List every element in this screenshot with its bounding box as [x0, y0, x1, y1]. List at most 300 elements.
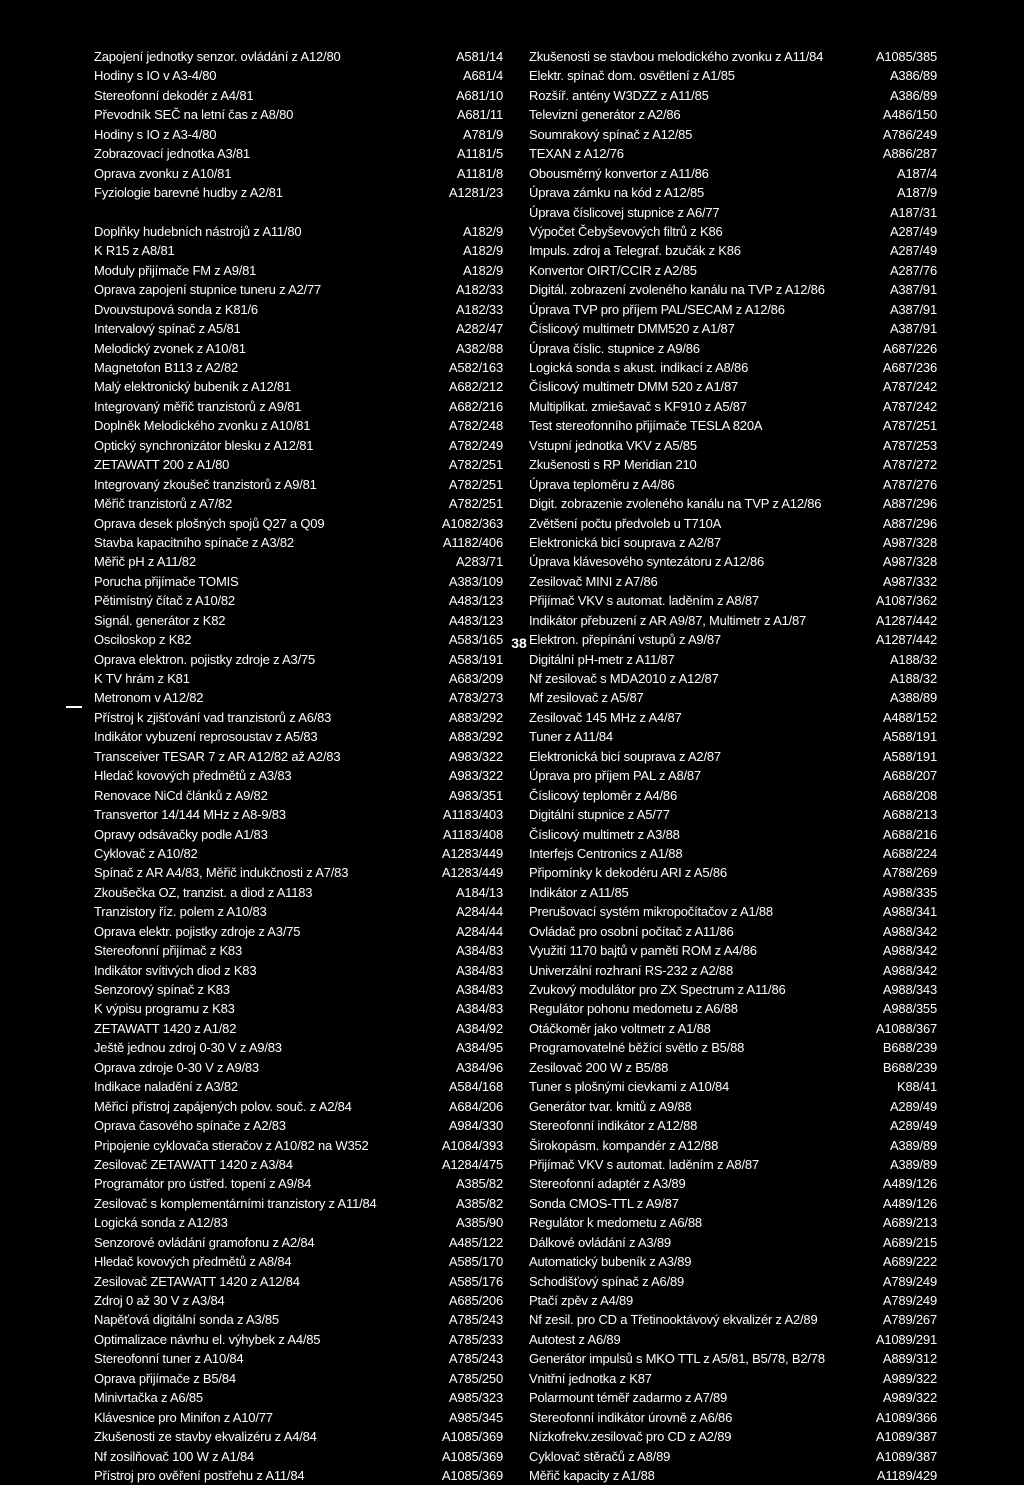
entry-reference: A887/296: [882, 496, 937, 512]
index-entry: [94, 1097, 503, 1116]
index-entry: [94, 630, 503, 649]
index-entry: [94, 1252, 503, 1271]
entry-reference: A988/343: [882, 982, 937, 997]
index-entry: [529, 319, 937, 338]
entry-title: Zkušenosti s RP Meridian 210: [529, 457, 697, 473]
index-entry: [94, 999, 503, 1018]
entry-reference: A789/267: [882, 1312, 937, 1328]
index-entry: [529, 572, 937, 591]
entry-reference: A386/89: [889, 87, 937, 103]
entry-title: Úprava číslicovej stupnice z A6/77: [529, 204, 720, 220]
entry-title: Rozšíř. antény W3DZZ z A11/85: [529, 87, 709, 103]
entry-reference: A988/342: [882, 923, 937, 939]
index-entry: [94, 611, 503, 630]
entry-reference: A1284/475: [441, 1156, 503, 1172]
entry-title: Impuls. zdroj a Telegraf. bzučák z K86: [529, 243, 741, 259]
entry-title: Automatický bubeník z A3/89: [529, 1254, 692, 1270]
index-entry: [529, 300, 937, 319]
entry-title: Transvertor 14/144 MHz z A8-9/83: [94, 807, 286, 823]
entry-title: Logická sonda z A12/83: [94, 1215, 228, 1231]
index-entry: [94, 902, 503, 921]
entry-title: Ještě jednou zdroj 0-30 V z A9/83: [94, 1040, 282, 1056]
index-entry: [94, 863, 503, 882]
entry-title: Moduly přijímače FM z A9/81: [94, 262, 257, 278]
right-column: [529, 47, 937, 1485]
entry-title: Nf zesilovač s MDA2010 z A12/87: [529, 671, 719, 686]
entry-title: Metronom v A12/82: [94, 690, 204, 706]
index-entry: [94, 552, 503, 571]
index-entry: [94, 1349, 503, 1368]
entry-reference: A681/4: [462, 68, 503, 84]
entry-reference: A687/236: [882, 360, 937, 375]
index-entry: [94, 203, 503, 222]
entry-title: Interfejs Centronics z A1/88: [529, 845, 683, 861]
entry-title: Doplňky hudebních nástrojů z A11/80: [94, 223, 302, 239]
index-entry: [94, 241, 503, 260]
entry-reference: A188/32: [889, 671, 937, 686]
entry-title: Výpočet Čebyševových filtrů z K86: [529, 223, 723, 239]
entry-reference: A389/89: [889, 1156, 937, 1172]
index-entry: [529, 47, 937, 66]
entry-reference: A384/83: [455, 962, 503, 978]
entry-title: Schodišťový spínač z A6/89: [529, 1273, 685, 1289]
index-entry: [529, 105, 937, 124]
entry-title: Regulátor pohonu medometu z A6/88: [529, 1001, 738, 1017]
entry-reference: A284/44: [455, 904, 503, 920]
index-entry: [529, 688, 937, 707]
entry-title: Elektronická bicí souprava z A2/87: [529, 748, 721, 764]
entry-reference: A1085/369: [441, 1429, 503, 1445]
entry-title: Digit. zobrazenie zvoleného kanálu na TVP z A12/86: [529, 496, 822, 512]
entry-reference: A988/335: [882, 884, 937, 900]
entry-reference: B688/239: [882, 1040, 937, 1056]
entry-reference: A581/14: [455, 49, 503, 64]
index-entry: [529, 1077, 937, 1096]
entry-reference: A688/224: [882, 845, 937, 861]
entry-title: Nf zosilňovač 100 W z A1/84: [94, 1448, 255, 1464]
index-entry: [529, 183, 937, 202]
entry-title: Oprava přijímače z B5/84: [94, 1370, 236, 1386]
entry-reference: A787/276: [882, 476, 937, 492]
entry-title: Zesilovač 145 MHz z A4/87: [529, 709, 682, 725]
entry-title: Indikátor vybuzení reprosoustav z A5/83: [94, 729, 318, 745]
entry-title: Senzorový spínač z K83: [94, 982, 230, 997]
entry-reference: A787/251: [882, 418, 937, 434]
entry-title: Tuner z A11/84: [529, 729, 613, 745]
entry-reference: A389/89: [889, 1137, 937, 1153]
entry-title: Hledač kovových předmětů z A8/84: [94, 1254, 292, 1270]
index-entry: [529, 805, 937, 824]
entry-reference: A289/49: [889, 1098, 937, 1114]
entry-reference: A1189/429: [876, 1467, 937, 1483]
entry-title: Přístroj k zjišťování vad tranzistorů z A6/83: [94, 709, 332, 725]
entry-title: Integrovaný měřič tranzistorů z A9/81: [94, 398, 302, 414]
entry-reference: A387/91: [889, 301, 937, 317]
index-entry: [94, 339, 503, 358]
index-entry: [94, 825, 503, 844]
entry-reference: A985/345: [448, 1409, 503, 1425]
index-entry: [529, 1174, 937, 1193]
entry-title: Stereofonní tuner z A10/84: [94, 1351, 244, 1367]
entry-title: Měřicí přístroj zapájených polov. souč. z A2/84: [94, 1098, 352, 1114]
index-entry: [94, 1213, 503, 1232]
index-entry: [529, 1194, 937, 1213]
entry-reference: A988/355: [882, 1001, 937, 1017]
entry-reference: A488/152: [882, 709, 937, 725]
entry-reference: K88/41: [896, 1079, 937, 1095]
index-entry: [529, 1310, 937, 1329]
entry-title: Generátor tvar. kmitů z A9/88: [529, 1098, 692, 1114]
entry-reference: A689/215: [882, 1234, 937, 1250]
entry-title: Zesilovač ZETAWATT 1420 z A12/84: [94, 1273, 300, 1289]
entry-reference: A781/9: [462, 126, 503, 142]
index-entry: [529, 261, 937, 280]
entry-reference: A485/122: [448, 1234, 503, 1250]
entry-reference: A785/243: [448, 1312, 503, 1328]
index-entry: [529, 941, 937, 960]
index-entry: [94, 164, 503, 183]
entry-title: Oprava elektron. pojistky zdroje z A3/75: [94, 651, 316, 667]
index-entry: [529, 1466, 937, 1485]
index-entry: [94, 377, 503, 396]
entry-reference: A384/83: [455, 943, 503, 959]
entry-title: Zvukový modulátor pro ZX Spectrum z A11/86: [529, 982, 786, 997]
index-entry: [529, 1427, 937, 1446]
entry-reference: A1089/387: [875, 1448, 937, 1464]
entry-title: Spínač z AR A4/83, Měřič indukčnosti z A7/83: [94, 865, 349, 881]
entry-reference: A989/322: [882, 1390, 937, 1406]
index-entry: [529, 825, 937, 844]
entry-reference: A1183/408: [442, 826, 503, 842]
index-entry: [94, 66, 503, 85]
index-entry: [529, 727, 937, 746]
entry-title: Vnitřní jednotka z K87: [529, 1370, 652, 1386]
entry-title: Oprava zvonku z A10/81: [94, 165, 232, 181]
entry-reference: A684/206: [448, 1098, 503, 1114]
entry-reference: A688/208: [882, 787, 937, 803]
index-entry: [94, 1330, 503, 1349]
entry-reference: A787/242: [882, 398, 937, 414]
entry-title: Digitální pH-metr z A11/87: [529, 651, 675, 667]
entry-title: Sonda CMOS-TTL z A9/87: [529, 1195, 679, 1211]
index-entry: [529, 922, 937, 941]
index-entry: [94, 688, 503, 707]
index-entry: [94, 86, 503, 105]
index-entry: [94, 1466, 503, 1485]
entry-reference: A687/226: [882, 340, 937, 356]
entry-reference: A283/71: [455, 554, 503, 570]
entry-title: Hodiny s IO v A3-4/80: [94, 68, 217, 84]
entry-title: Digitální stupnice z A5/77: [529, 807, 670, 823]
entry-title: Úprava číslic. stupnice z A9/86: [529, 340, 700, 356]
entry-reference: A787/253: [882, 437, 937, 453]
index-entry: [529, 844, 937, 863]
index-entry: [94, 1019, 503, 1038]
entry-title: K TV hrám z K81: [94, 671, 190, 686]
index-entry: [529, 630, 937, 649]
entry-reference: A182/9: [462, 262, 503, 278]
entry-title: Zesilovač MINI z A7/86: [529, 573, 658, 589]
entry-title: Indikace naladění z A3/82: [94, 1079, 238, 1095]
entry-title: Úprava pro příjem PAL z A8/87: [529, 768, 701, 784]
entry-reference: A1183/403: [442, 807, 503, 823]
index-entry: [529, 902, 937, 921]
entry-reference: A787/242: [882, 379, 937, 395]
entry-reference: A789/249: [882, 1273, 937, 1289]
index-entry: [529, 436, 937, 455]
entry-reference: A683/209: [448, 671, 503, 686]
entry-title: Generátor impulsů s MKO TTL z A5/81, B5/78, B2/78: [529, 1351, 825, 1367]
entry-title: Hledač kovových předmětů z A3/83: [94, 768, 292, 784]
entry-title: Indikátor přebuzení z AR A9/87, Multimetr z A1/87: [529, 612, 807, 628]
entry-reference: A583/165: [448, 632, 503, 648]
entry-reference: A287/76: [889, 262, 937, 278]
entry-title: Úprava TVP pro příjem PAL/SECAM z A12/86: [529, 301, 785, 317]
entry-title: Úprava klávesového syntezátoru z A12/86: [529, 554, 765, 570]
index-entry: [529, 1388, 937, 1407]
entry-reference: A1082/363: [441, 515, 503, 531]
entry-title: Oprava zdroje 0-30 V z A9/83: [94, 1059, 259, 1075]
index-entry: [529, 611, 937, 630]
entry-reference: A588/191: [882, 748, 937, 764]
entry-title: Oprava elektr. pojistky zdroje z A3/75: [94, 923, 301, 939]
entry-title: Stereofonní dekodér z A4/81: [94, 87, 254, 103]
entry-reference: A1089/366: [875, 1409, 937, 1425]
entry-reference: A187/31: [889, 204, 937, 220]
entry-reference: A788/269: [882, 865, 937, 881]
index-entry: [529, 999, 937, 1018]
index-entry: [529, 708, 937, 727]
index-entry: [529, 1252, 937, 1271]
index-entry: [94, 1194, 503, 1213]
index-entry: [529, 1330, 937, 1349]
index-entry: [94, 727, 503, 746]
entry-title: Přijímač VKV s automat. laděním z A8/87: [529, 593, 759, 609]
entry-reference: A287/49: [889, 243, 937, 259]
entry-title: Ptačí zpěv z A4/89: [529, 1293, 634, 1308]
entry-reference: A282/47: [455, 321, 503, 337]
index-entry: [94, 1291, 503, 1310]
entry-title: Zesilovač ZETAWATT 1420 z A3/84: [94, 1156, 293, 1172]
entry-title: Programovatelné běžící světlo z B5/88: [529, 1040, 745, 1056]
index-entry: [94, 436, 503, 455]
entry-title: Přístroj pro ověření postřehu z A11/84: [94, 1467, 305, 1483]
entry-reference: A1283/449: [441, 865, 503, 881]
entry-title: Číslicový teploměr z A4/86: [529, 787, 677, 803]
entry-title: Oprava zapojení stupnice tuneru z A2/77: [94, 282, 322, 298]
index-entry: [529, 533, 937, 552]
entry-reference: A387/91: [889, 321, 937, 337]
entry-reference: A983/351: [448, 787, 503, 803]
entry-reference: A689/213: [882, 1215, 937, 1231]
entry-reference: A983/322: [448, 748, 503, 764]
index-entry: [94, 1310, 503, 1329]
left-column: [94, 47, 503, 1485]
index-entry: [94, 1038, 503, 1057]
entry-title: K R15 z A8/81: [94, 243, 175, 259]
entry-title: Senzorové ovládání gramofonu z A2/84: [94, 1234, 315, 1250]
entry-title: Nf zesil. pro CD a Třetinooktávový ekvalizér z A2/89: [529, 1312, 818, 1328]
entry-title: Otáčkoměr jako voltmetr z A1/88: [529, 1020, 711, 1036]
entry-reference: A585/176: [448, 1273, 503, 1289]
index-entry: [94, 922, 503, 941]
entry-reference: A489/126: [882, 1176, 937, 1192]
entry-reference: A384/83: [455, 1001, 503, 1017]
entry-reference: A1087/362: [875, 593, 937, 609]
entry-title: Úprava zámku na kód z A12/85: [529, 185, 705, 201]
entry-title: Využití 1170 bajtů v paměti ROM z A4/86: [529, 943, 757, 959]
entry-reference: A983/322: [448, 768, 503, 784]
index-entry: [529, 203, 937, 222]
index-entry: [529, 416, 937, 435]
entry-title: Logická sonda s akust. indikací z A8/86: [529, 360, 749, 375]
entry-reference: A785/243: [448, 1351, 503, 1367]
index-entry: [94, 358, 503, 377]
entry-title: Zapojení jednotky senzor. ovládání z A12/80: [94, 49, 341, 64]
entry-title: Stereofonní indikátor úrovně z A6/86: [529, 1409, 733, 1425]
index-entry: [529, 1447, 937, 1466]
index-entry: [529, 863, 937, 882]
index-entry: [529, 514, 937, 533]
entry-reference: A489/126: [882, 1195, 937, 1211]
entry-title: Prerušovací systém mikropočítačov z A1/88: [529, 904, 773, 920]
entry-reference: A682/212: [448, 379, 503, 395]
index-entry: [94, 1388, 503, 1407]
entry-reference: A182/33: [455, 301, 503, 317]
entry-title: Autotest z A6/89: [529, 1331, 621, 1347]
entry-reference: A182/9: [462, 223, 503, 239]
index-entry: [94, 572, 503, 591]
index-entry: [94, 941, 503, 960]
entry-title: Transceiver TESAR 7 z AR A12/82 až A2/83: [94, 748, 341, 764]
entry-title: Minivrtačka z A6/85: [94, 1390, 203, 1406]
entry-title: Renovace NiCd článků z A9/82: [94, 787, 268, 803]
entry-reference: A883/292: [448, 709, 503, 725]
index-entry: [529, 125, 937, 144]
entry-title: Ovládač pro osobní počítač z A11/86: [529, 923, 734, 939]
index-entry: [94, 1272, 503, 1291]
index-entry: [94, 183, 503, 202]
index-entry: [94, 844, 503, 863]
margin-dash: [66, 706, 82, 708]
entry-title: Programátor pro ústřed. topení z A9/84: [94, 1176, 312, 1192]
entry-title: Elektronická bicí souprava z A2/87: [529, 534, 721, 550]
entry-title: Oprava časového spínače z A2/83: [94, 1118, 286, 1134]
index-entry: [94, 805, 503, 824]
entry-title: Širokopásm. kompandér z A12/88: [529, 1137, 719, 1153]
entry-title: Magnetofon B113 z A2/82: [94, 360, 239, 375]
index-entry: [529, 222, 937, 241]
entry-title: Obousměrný konvertor z A11/86: [529, 165, 709, 181]
entry-reference: A383/109: [448, 573, 503, 589]
entry-reference: A187/9: [896, 185, 937, 201]
entry-reference: A182/33: [455, 282, 503, 298]
index-entry: [94, 591, 503, 610]
entry-title: Zobrazovací jednotka A3/81: [94, 146, 250, 162]
index-entry: [529, 280, 937, 299]
entry-reference: A1181/5: [456, 146, 503, 162]
entry-reference: A889/312: [882, 1351, 937, 1367]
entry-title: Intervalový spínač z A5/81: [94, 321, 241, 337]
entry-reference: A289/49: [889, 1118, 937, 1134]
entry-reference: A985/323: [448, 1390, 503, 1406]
entry-title: Regulátor k medometu z A6/88: [529, 1215, 702, 1231]
entry-reference: A584/168: [448, 1079, 503, 1095]
entry-title: Tranzistory říz. polem z A10/83: [94, 904, 267, 920]
entry-title: Zesilovač 200 W z B5/88: [529, 1059, 669, 1075]
entry-title: Pětimístný čítač z A10/82: [94, 593, 235, 609]
entry-reference: A384/95: [455, 1040, 503, 1056]
entry-title: Integrovaný zkoušeč tranzistorů z A9/81: [94, 476, 317, 492]
entry-title: Zdroj 0 až 30 V z A3/84: [94, 1293, 225, 1308]
index-entry: [529, 475, 937, 494]
entry-reference: A582/163: [448, 360, 503, 375]
entry-reference: A483/123: [448, 612, 503, 628]
entry-title: Číslicový multimetr z A3/88: [529, 826, 680, 842]
entry-title: TEXAN z A12/76: [529, 146, 624, 162]
entry-title: Polarmount téměř zadarmo z A7/89: [529, 1390, 728, 1406]
entry-title: Napěťová digitální sonda z A3/85: [94, 1312, 279, 1328]
index-entry: [94, 1058, 503, 1077]
entry-reference: A786/249: [882, 126, 937, 142]
entry-title: Měřič kapacity z A1/88: [529, 1467, 655, 1483]
entry-title: Připomínky k dekodéru ARI z A5/86: [529, 865, 727, 881]
index-entry: [94, 669, 503, 688]
index-entry: [529, 1116, 937, 1135]
index-entry: [94, 1077, 503, 1096]
entry-title: Stereofonní adaptér z A3/89: [529, 1176, 686, 1192]
entry-title: Malý elektronický bubeník z A12/81: [94, 379, 291, 395]
entry-title: Mf zesilovač z A5/87: [529, 690, 644, 706]
index-entry: [529, 1038, 937, 1057]
entry-title: Osciloskop z K82: [94, 632, 192, 648]
entry-reference: A987/332: [882, 573, 937, 589]
entry-reference: A987/328: [882, 554, 937, 570]
entry-title: Číslicový multimetr DMM 520 z A1/87: [529, 379, 739, 395]
entry-title: Měřič pH z A11/82: [94, 554, 196, 570]
entry-reference: A387/91: [889, 282, 937, 298]
index-entry: [94, 1233, 503, 1252]
index-entry: [529, 241, 937, 260]
index-entry: [529, 747, 937, 766]
index-entry: [529, 1213, 937, 1232]
entry-reference: A182/9: [462, 243, 503, 259]
index-entry: [94, 1116, 503, 1135]
entry-title: Signál. generátor z K82: [94, 612, 226, 628]
index-entry: [529, 786, 937, 805]
entry-title: Nízkofrekv.zesilovač pro CD z A2/89: [529, 1429, 732, 1445]
index-entry: [529, 1019, 937, 1038]
index-entry: [94, 1427, 503, 1446]
index-entry: [529, 766, 937, 785]
entry-title: Melodický zvonek z A10/81: [94, 340, 246, 356]
index-entry: [94, 1408, 503, 1427]
entry-title: Fyziologie barevné hudby z A2/81: [94, 185, 283, 201]
index-entry: [529, 494, 937, 513]
entry-reference: A782/251: [448, 496, 503, 512]
entry-reference: A688/207: [882, 768, 937, 784]
index-entry: [94, 261, 503, 280]
entry-reference: A681/10: [455, 87, 503, 103]
index-entry: [529, 164, 937, 183]
entry-title: Dálkové ovládání z A3/89: [529, 1234, 671, 1250]
entry-reference: A486/150: [882, 107, 937, 123]
entry-reference: A785/250: [448, 1370, 503, 1386]
index-entry: [94, 1447, 503, 1466]
entry-reference: A688/213: [882, 807, 937, 823]
index-entry: [94, 397, 503, 416]
index-entry: [94, 980, 503, 999]
